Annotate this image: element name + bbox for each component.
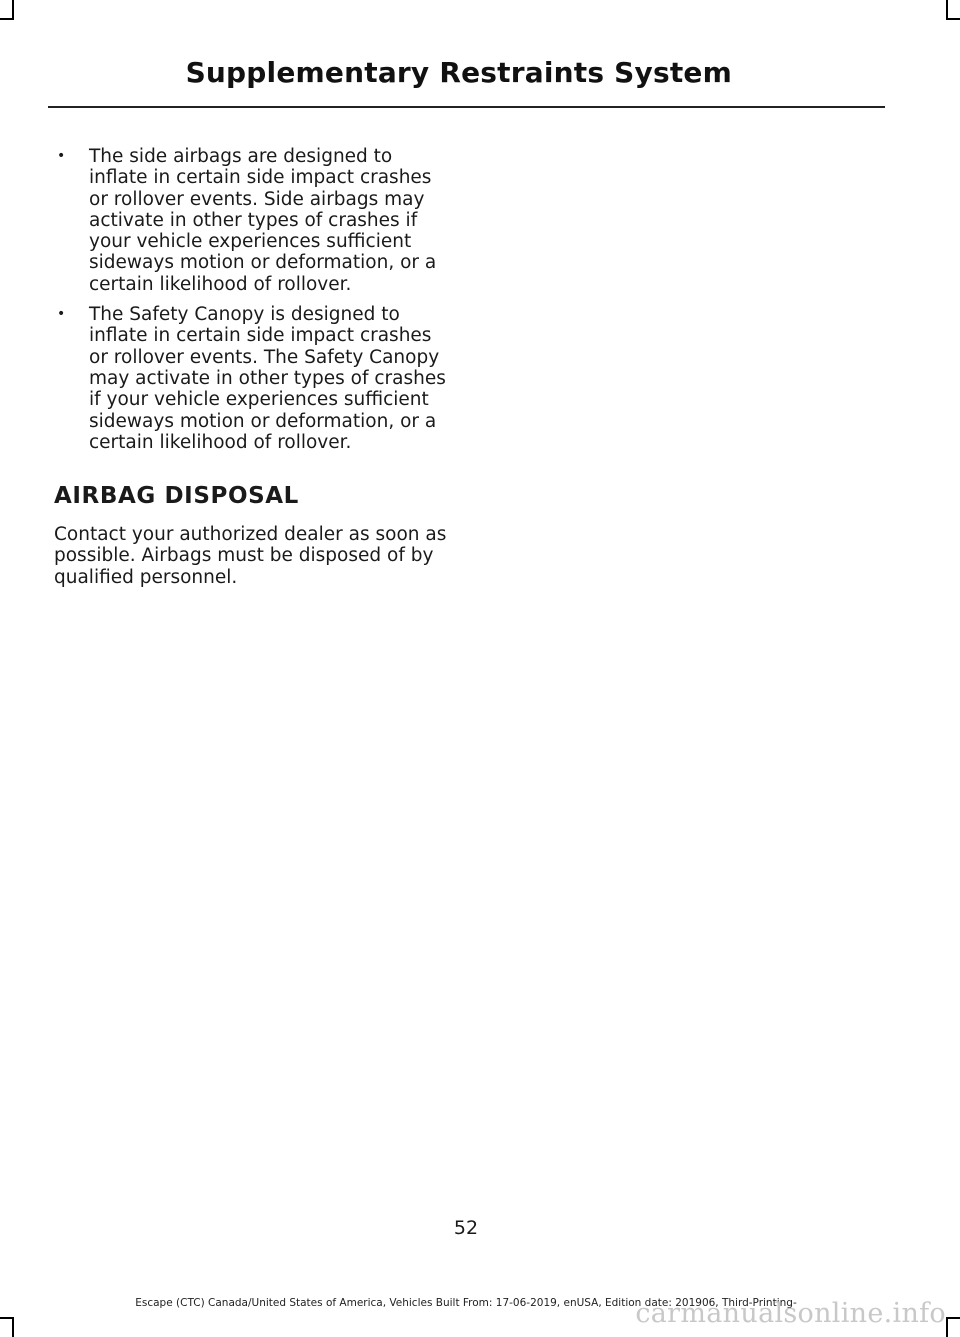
crop-mark-top-left <box>12 0 14 20</box>
section-heading: AIRBAG DISPOSAL <box>54 483 299 510</box>
watermark: carmanualsonline.info <box>635 1298 946 1329</box>
header-divider <box>48 106 885 108</box>
crop-mark-bottom-left <box>12 1317 14 1337</box>
list-item-text: The Safety Canopy is designed to inflate in certain side impact crashes or rollover events. The Safety Canopy may activate in other types of crashes if your vehicle experiences sufficient sideways motion or deformation, or a certain likelihood of rollover. <box>89 304 446 453</box>
crop-mark-bottom-right <box>946 1317 948 1337</box>
main-content <box>54 146 450 588</box>
crop-mark-top-left <box>0 18 14 20</box>
crop-mark-bottom-left <box>0 1317 14 1319</box>
footer-edition-text: Escape (CTC) Canada/United States of America, Vehicles Built From: 17-06-2019, enUSA, Edition date: 201906, Third-Printing- <box>135 1297 797 1309</box>
list-item <box>54 146 450 295</box>
bullet-list <box>54 146 450 453</box>
crop-mark-top-right <box>946 0 948 20</box>
list-item-text: The side airbags are designed to inflate in certain side impact crashes or rollover events. Side airbags may activate in other types of crashes if your vehicle experiences sufficient sideways motion or deformation, or a certain likelihood of rollover. <box>89 146 437 295</box>
page-title: Supplementary Restraints System <box>185 56 732 89</box>
crop-mark-top-right <box>946 18 960 20</box>
page-number: 52 <box>453 1217 479 1239</box>
list-item <box>54 304 450 453</box>
crop-mark-bottom-right <box>946 1317 960 1319</box>
bullet-icon: • <box>57 306 66 323</box>
bullet-icon: • <box>57 148 66 164</box>
section-body: Contact your authorized dealer as soon as possible. Airbags must be disposed of by qualified personnel. <box>54 524 447 588</box>
